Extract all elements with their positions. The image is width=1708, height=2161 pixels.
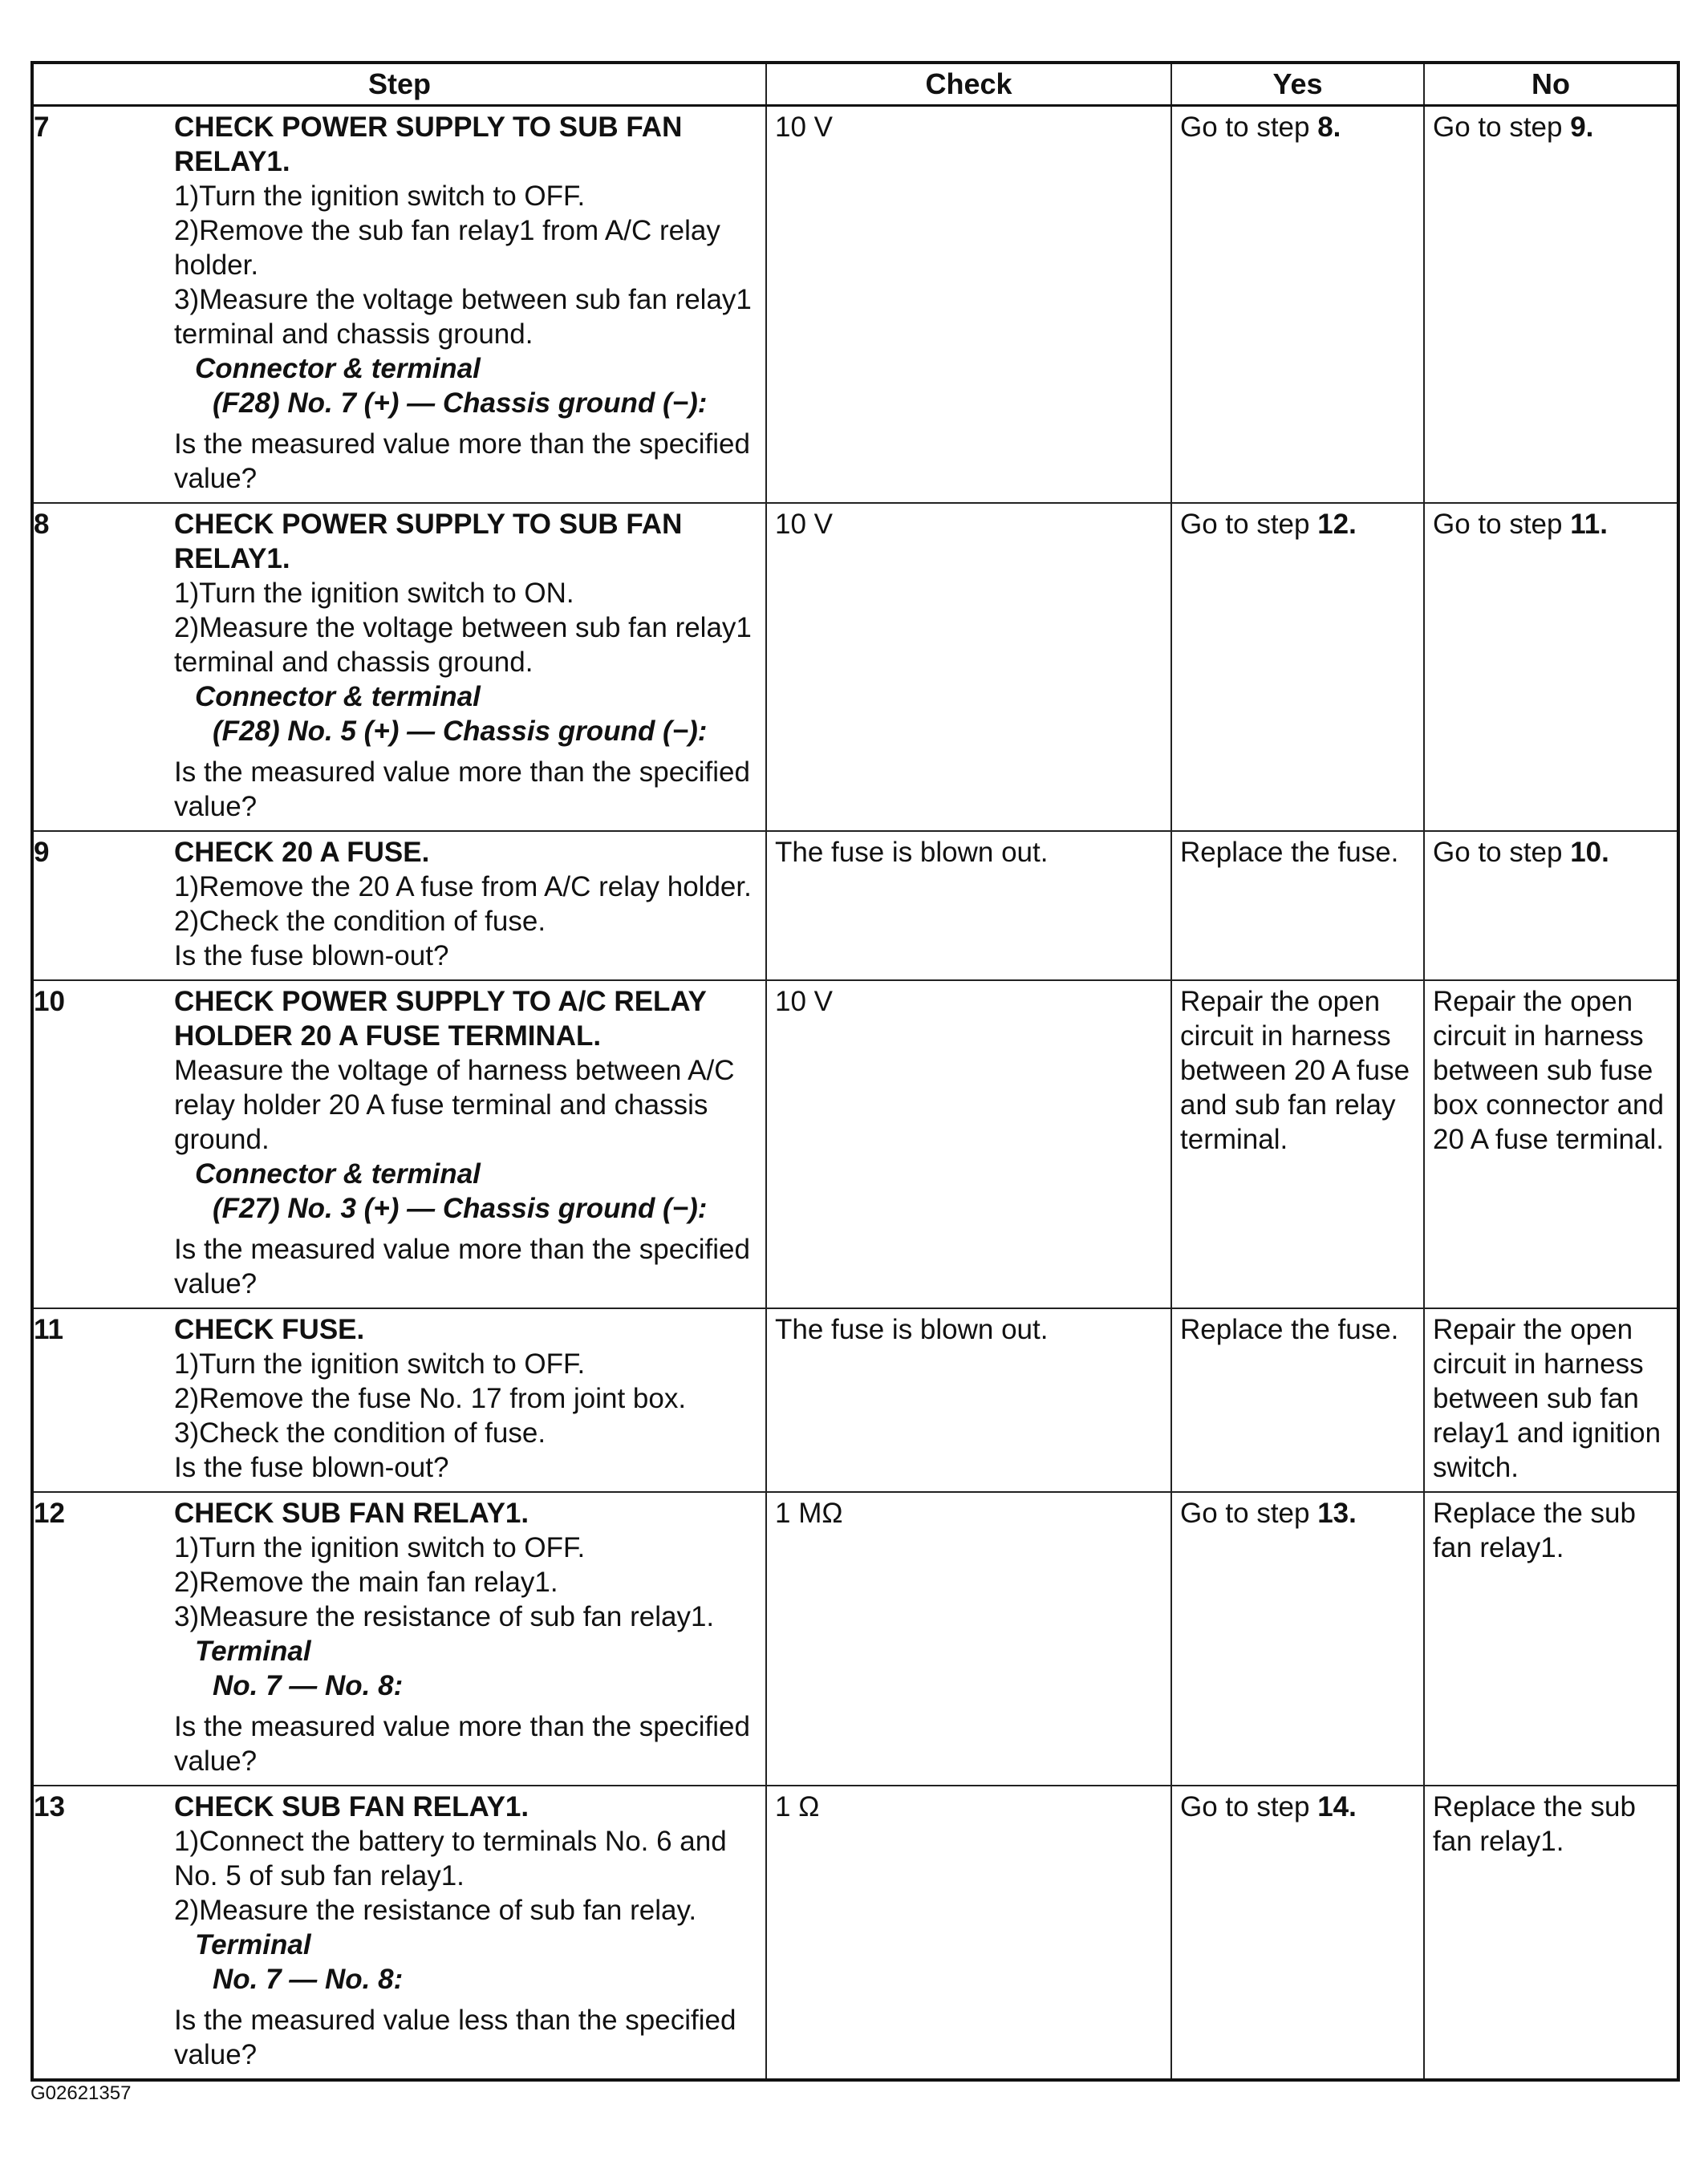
connector-label: Connector & terminal bbox=[195, 1158, 481, 1190]
check-value: 10 V bbox=[775, 509, 833, 540]
instruction-line: 2)Remove the main fan relay1. bbox=[174, 1567, 558, 1598]
step-cell bbox=[32, 106, 766, 504]
connector-value: (F28) No. 5 (+) — Chassis ground (−): bbox=[213, 716, 708, 747]
step-cell bbox=[32, 1308, 766, 1492]
table-row bbox=[32, 831, 1678, 980]
step-number: 8 bbox=[34, 509, 50, 540]
step-title: CHECK FUSE. bbox=[174, 1314, 365, 1345]
yes-cell bbox=[1171, 1308, 1424, 1492]
yes-text: Go to step bbox=[1180, 509, 1318, 540]
check-cell bbox=[766, 831, 1171, 980]
yes-text: Go to step bbox=[1180, 1498, 1318, 1529]
step-question: Is the measured value more than the specified value? bbox=[174, 1234, 750, 1299]
yes-cell bbox=[1171, 503, 1424, 831]
instruction-line: 3)Measure the voltage between sub fan relay1 terminal and chassis ground. bbox=[174, 284, 752, 350]
instruction-line: 1)Turn the ignition switch to ON. bbox=[174, 578, 574, 609]
step-question: Is the measured value less than the specified value? bbox=[174, 2005, 736, 2070]
instruction-line: 1)Turn the ignition switch to OFF. bbox=[174, 1348, 586, 1380]
yes-step-ref: 13. bbox=[1317, 1498, 1357, 1529]
instruction-line: Measure the voltage of harness between A/C relay holder 20 A fuse terminal and chassis ground. bbox=[174, 1055, 735, 1155]
yes-text: Go to step bbox=[1180, 111, 1318, 143]
connector-value: (F28) No. 7 (+) — Chassis ground (−): bbox=[213, 387, 708, 419]
step-title: CHECK SUB FAN RELAY1. bbox=[174, 1498, 529, 1529]
check-value: The fuse is blown out. bbox=[775, 837, 1049, 868]
no-text: Replace the sub fan relay1. bbox=[1433, 1791, 1636, 1857]
no-step-ref: 10. bbox=[1570, 837, 1609, 868]
step-cell bbox=[32, 831, 766, 980]
no-text: Repair the open circuit in harness between sub fan relay1 and ignition switch. bbox=[1433, 1314, 1661, 1483]
check-value: 10 V bbox=[775, 111, 833, 143]
no-text: Go to step bbox=[1433, 837, 1571, 868]
instruction-line: 2)Remove the fuse No. 17 from joint box. bbox=[174, 1383, 687, 1414]
step-number: 11 bbox=[34, 1314, 63, 1345]
connector-value: No. 7 — No. 8: bbox=[213, 1964, 404, 1995]
no-text: Go to step bbox=[1433, 509, 1571, 540]
check-cell bbox=[766, 106, 1171, 504]
no-text: Replace the sub fan relay1. bbox=[1433, 1498, 1636, 1563]
table-row bbox=[32, 503, 1678, 831]
step-cell bbox=[32, 1786, 766, 2080]
connector-label: Connector & terminal bbox=[195, 353, 481, 384]
table-header-row bbox=[32, 63, 1678, 106]
step-number: 13 bbox=[34, 1791, 65, 1822]
yes-cell bbox=[1171, 106, 1424, 504]
no-cell bbox=[1424, 980, 1678, 1308]
connector-value: (F27) No. 3 (+) — Chassis ground (−): bbox=[213, 1193, 708, 1224]
step-question: Is the measured value more than the specified value? bbox=[174, 428, 750, 494]
table-row bbox=[32, 106, 1678, 504]
table-row bbox=[32, 1786, 1678, 2080]
instruction-line: 2)Check the condition of fuse. bbox=[174, 906, 546, 937]
connector-value: No. 7 — No. 8: bbox=[213, 1670, 404, 1701]
yes-step-ref: 12. bbox=[1317, 509, 1357, 540]
check-value: 10 V bbox=[775, 986, 833, 1017]
check-value: 1 MΩ bbox=[775, 1498, 843, 1529]
instruction-line: 1)Remove the 20 A fuse from A/C relay holder. bbox=[174, 871, 752, 902]
header-yes: Yes bbox=[1171, 63, 1424, 106]
step-number: 12 bbox=[34, 1498, 65, 1529]
no-cell bbox=[1424, 1308, 1678, 1492]
no-cell bbox=[1424, 1492, 1678, 1786]
yes-cell bbox=[1171, 980, 1424, 1308]
step-title: CHECK POWER SUPPLY TO SUB FAN RELAY1. bbox=[174, 509, 683, 574]
yes-text: Replace the fuse. bbox=[1180, 1314, 1399, 1345]
step-question: Is the measured value more than the specified value? bbox=[174, 1711, 750, 1777]
no-step-ref: 9. bbox=[1570, 111, 1594, 143]
no-step-ref: 11. bbox=[1570, 509, 1608, 540]
connector-label: Connector & terminal bbox=[195, 681, 481, 712]
troubleshooting-table bbox=[30, 61, 1680, 2082]
instruction-line: 1)Turn the ignition switch to OFF. bbox=[174, 1532, 586, 1563]
step-title: CHECK SUB FAN RELAY1. bbox=[174, 1791, 529, 1822]
check-value: The fuse is blown out. bbox=[775, 1314, 1049, 1345]
check-cell bbox=[766, 1308, 1171, 1492]
instruction-line: 2)Remove the sub fan relay1 from A/C relay holder. bbox=[174, 215, 720, 281]
yes-step-ref: 14. bbox=[1317, 1791, 1357, 1822]
yes-cell bbox=[1171, 831, 1424, 980]
step-title: CHECK POWER SUPPLY TO SUB FAN RELAY1. bbox=[174, 111, 683, 177]
yes-cell bbox=[1171, 1492, 1424, 1786]
instruction-line: 1)Connect the battery to terminals No. 6 and No. 5 of sub fan relay1. bbox=[174, 1826, 727, 1891]
step-question: Is the fuse blown-out? bbox=[174, 940, 449, 971]
step-cell bbox=[32, 503, 766, 831]
no-cell bbox=[1424, 831, 1678, 980]
no-cell bbox=[1424, 503, 1678, 831]
table-row bbox=[32, 1492, 1678, 1786]
step-title: CHECK POWER SUPPLY TO A/C RELAY HOLDER 20 A FUSE TERMINAL. bbox=[174, 986, 707, 1052]
yes-text: Replace the fuse. bbox=[1180, 837, 1399, 868]
table-row bbox=[32, 1308, 1678, 1492]
no-cell bbox=[1424, 106, 1678, 504]
figure-code: G02621357 bbox=[30, 2082, 132, 2104]
step-number: 9 bbox=[34, 837, 50, 868]
step-question: Is the measured value more than the specified value? bbox=[174, 756, 750, 822]
header-check: Check bbox=[766, 63, 1171, 106]
table-row bbox=[32, 980, 1678, 1308]
connector-label: Terminal bbox=[195, 1636, 311, 1667]
instruction-line: 2)Measure the voltage between sub fan relay1 terminal and chassis ground. bbox=[174, 612, 752, 678]
yes-text: Repair the open circuit in harness between 20 A fuse and sub fan relay terminal. bbox=[1180, 986, 1410, 1155]
connector-label: Terminal bbox=[195, 1929, 311, 1960]
yes-cell bbox=[1171, 1786, 1424, 2080]
no-cell bbox=[1424, 1786, 1678, 2080]
step-question: Is the fuse blown-out? bbox=[174, 1452, 449, 1483]
step-number: 7 bbox=[34, 111, 50, 143]
instruction-line: 3)Measure the resistance of sub fan relay1. bbox=[174, 1601, 715, 1632]
header-step: Step bbox=[32, 63, 766, 106]
yes-step-ref: 8. bbox=[1317, 111, 1341, 143]
step-number: 10 bbox=[34, 986, 65, 1017]
check-cell bbox=[766, 1492, 1171, 1786]
instruction-line: 3)Check the condition of fuse. bbox=[174, 1417, 546, 1449]
check-cell bbox=[766, 1786, 1171, 2080]
header-no: No bbox=[1424, 63, 1678, 106]
no-text: Go to step bbox=[1433, 111, 1571, 143]
step-title: CHECK 20 A FUSE. bbox=[174, 837, 430, 868]
check-cell bbox=[766, 503, 1171, 831]
check-cell bbox=[766, 980, 1171, 1308]
instruction-line: 2)Measure the resistance of sub fan relay. bbox=[174, 1895, 697, 1926]
no-text: Repair the open circuit in harness between sub fuse box connector and 20 A fuse terminal. bbox=[1433, 986, 1664, 1155]
instruction-line: 1)Turn the ignition switch to OFF. bbox=[174, 180, 586, 212]
step-cell bbox=[32, 1492, 766, 1786]
step-cell bbox=[32, 980, 766, 1308]
check-value: 1 Ω bbox=[775, 1791, 820, 1822]
yes-text: Go to step bbox=[1180, 1791, 1318, 1822]
